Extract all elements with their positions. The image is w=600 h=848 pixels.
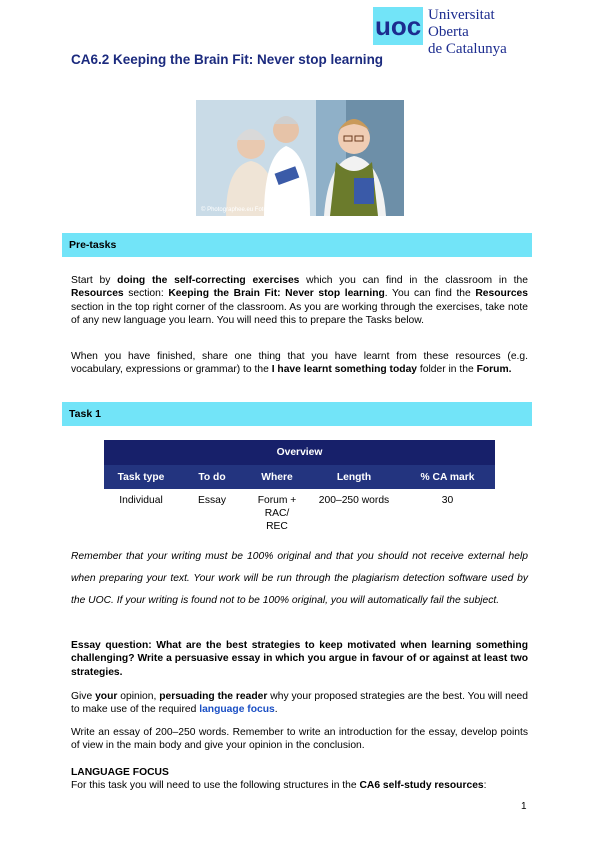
photo-credit: © Photographee.eu Fotolia	[201, 207, 273, 213]
header-photo	[196, 100, 404, 216]
emphasis: Resources	[71, 288, 124, 300]
language-focus-heading: LANGUAGE FOCUS	[71, 767, 169, 778]
cell-where-line: Forum +	[257, 495, 297, 506]
language-focus-section	[71, 766, 528, 793]
uoc-logo-mark	[373, 7, 423, 45]
svg-text:uoc: uoc	[375, 11, 422, 41]
document-title: CA6.2 Keeping the Brain Fit: Never stop learning	[71, 52, 384, 67]
text-run: which you can find in the classroom in the	[299, 275, 528, 286]
text-run: :	[483, 780, 487, 792]
logo-text	[428, 7, 537, 58]
cell-where	[246, 489, 308, 533]
overview-table	[104, 440, 495, 533]
emphasis: Forum.	[476, 364, 512, 376]
emphasis: Keeping the Brain Fit: Never stop learning	[168, 288, 385, 300]
text-run: folder in the	[417, 364, 477, 376]
text-run: . You can find the	[384, 288, 476, 300]
pretasks-paragraph-1	[71, 274, 528, 327]
text-run: section in the top right corner of the classroom. As you are working through the exercises, take note of any new language you learn. You will need this to prepare the Tasks below.	[71, 301, 528, 326]
emphasis: Resources	[475, 288, 529, 300]
column-header-ca-mark: % CA mark	[400, 465, 495, 489]
column-header-to-do: To do	[178, 465, 246, 489]
column-header-where: Where	[246, 465, 308, 489]
overview-title: Overview	[104, 440, 495, 465]
language-focus-link[interactable]: language focus	[199, 704, 275, 716]
people-reading-illustration	[196, 100, 404, 216]
table-row	[104, 489, 495, 533]
cell-task-type: Individual	[119, 495, 163, 506]
text-run: section:	[123, 288, 169, 300]
give-opinion-paragraph	[71, 690, 528, 717]
plagiarism-warning: Remember that your writing must be 100% original and that you should not receive external help when preparing your text. Your work will be run through the plagiarism detection software used by the UOC. If your writing is found not to be 100% original, you will automatically fail the subject.	[71, 551, 528, 606]
write-essay-paragraph: Write an essay of 200–250 words. Remember to write an introduction for the essay, develop points of view in the main body and give your opinion in the conclusion.	[71, 727, 528, 752]
cell-where-line: REC	[266, 521, 288, 532]
emphasis: CA6 self-study resources	[359, 780, 484, 792]
cell-to-do: Essay	[197, 495, 227, 506]
pretasks-paragraph-2	[71, 350, 528, 377]
uoc-logo	[373, 7, 537, 57]
text-run: When you have finished, share one thing that you have learnt from these resources (e.g. vocabulary, expressions or grammar) to the	[71, 351, 528, 376]
text-run: For this task you will need to use the following structures in the	[71, 780, 360, 792]
cell-length: 200–250 words	[318, 495, 390, 506]
column-header-length: Length	[308, 465, 400, 489]
page-number: 1	[521, 801, 527, 812]
logo-line-1: Universitat Oberta	[428, 7, 495, 40]
text-run: .	[274, 704, 278, 716]
emphasis: doing the self-correcting exercises	[117, 275, 300, 286]
logo-line-2: de Catalunya	[428, 41, 507, 57]
column-header-task-type: Task type	[104, 465, 178, 489]
emphasis: I have learnt something today	[271, 364, 418, 376]
task1-heading: Task 1	[62, 402, 532, 426]
emphasis: your	[95, 691, 118, 702]
cell-ca-mark: 30	[441, 495, 454, 506]
language-focus-intro	[71, 779, 528, 792]
text-run: Give	[71, 691, 96, 702]
text-run: why your proposed strategies are the best. You will need to make use of the required	[71, 691, 528, 716]
pretasks-heading: Pre-tasks	[62, 233, 532, 257]
cell-where-line: RAC/	[264, 508, 290, 519]
essay-question: Essay question: What are the best strategies to keep motivated when learning something challenging? Write a persuasive essay in which you argue in favour of or against at least two strategies.	[71, 640, 528, 678]
text-run: Start by	[71, 275, 118, 286]
emphasis: persuading the reader	[159, 691, 268, 702]
text-run: opinion,	[117, 691, 160, 702]
